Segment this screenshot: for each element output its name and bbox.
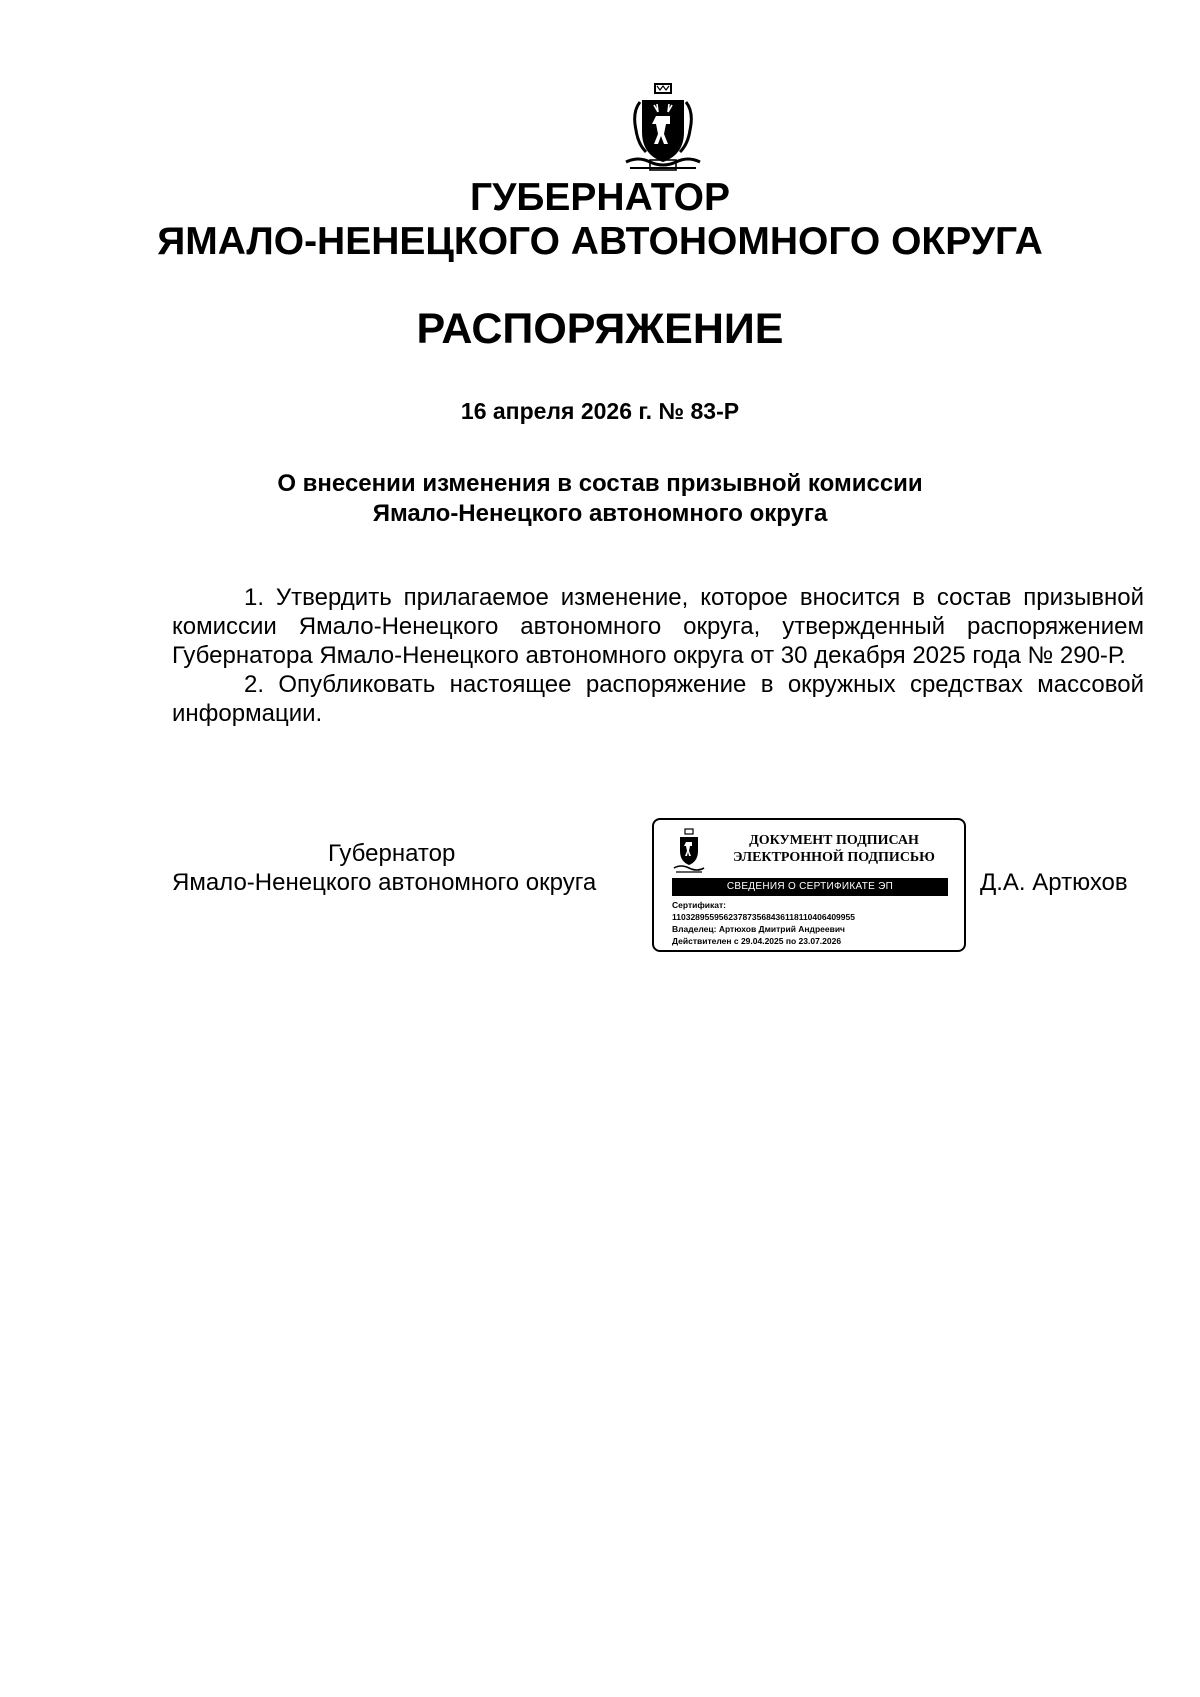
document-date-number: 16 апреля 2026 г. № 83-Р (460, 398, 740, 424)
stamp-title-line-2: ЭЛЕКТРОННОЙ ПОДПИСЬЮ (733, 850, 935, 865)
certificate-label: Сертификат: (672, 900, 726, 910)
coat-of-arms-icon (620, 82, 706, 174)
signatory-position-line-1: Губернатор (328, 840, 456, 867)
paragraph-1: 1. Утвердить прилагаемое изменение, которое вносится в состав призывной комиссии Ямало-Ненецкого автономного округа, утвержденный распоряжением Губернатора Ямало-Ненецкого автономного округа от 30 декабря 2025 года № 290-Р. (172, 584, 1144, 669)
paragraph-2: 2. Опубликовать настоящее распоряжение в окружных средствах массовой информации. (172, 671, 1144, 727)
subject-line-2: Ямало-Ненецкого автономного округа (372, 500, 828, 527)
electronic-signature-stamp (652, 818, 966, 952)
certificate-number: 11032895595623787356843611811040640​9955 (672, 912, 855, 922)
certificate-details (672, 899, 952, 947)
authority-line-2: ЯМАЛО-НЕНЕЦКОГО АВТОНОМНОГО ОКРУГА (157, 220, 1043, 263)
document-subject (0, 469, 1200, 529)
issuing-authority (0, 176, 1200, 264)
certificate-info-bar: СВЕДЕНИЯ О СЕРТИФИКАТЕ ЭП (672, 878, 948, 896)
signatory-name: Д.А. Артюхов (980, 869, 1128, 896)
stamp-title-line-1: ДОКУМЕНТ ПОДПИСАН (749, 833, 919, 848)
stamp-title (714, 832, 954, 866)
document-body (172, 583, 1144, 728)
signatory-position-line-2: Ямало-Ненецкого автономного округа (172, 869, 597, 896)
authority-line-1: ГУБЕРНАТОР (469, 176, 730, 219)
certificate-validity: Действителен с 29.04.2025 по 23.07.2026 (672, 936, 842, 946)
signatory-position (172, 839, 642, 897)
subject-line-1: О внесении изменения в состав призывной комиссии (277, 470, 923, 497)
certificate-owner: Владелец: Артюхов Дмитрий Андреевич (672, 924, 845, 934)
stamp-coat-of-arms-icon (672, 828, 706, 874)
document-type: РАСПОРЯЖЕНИЕ (416, 305, 784, 353)
